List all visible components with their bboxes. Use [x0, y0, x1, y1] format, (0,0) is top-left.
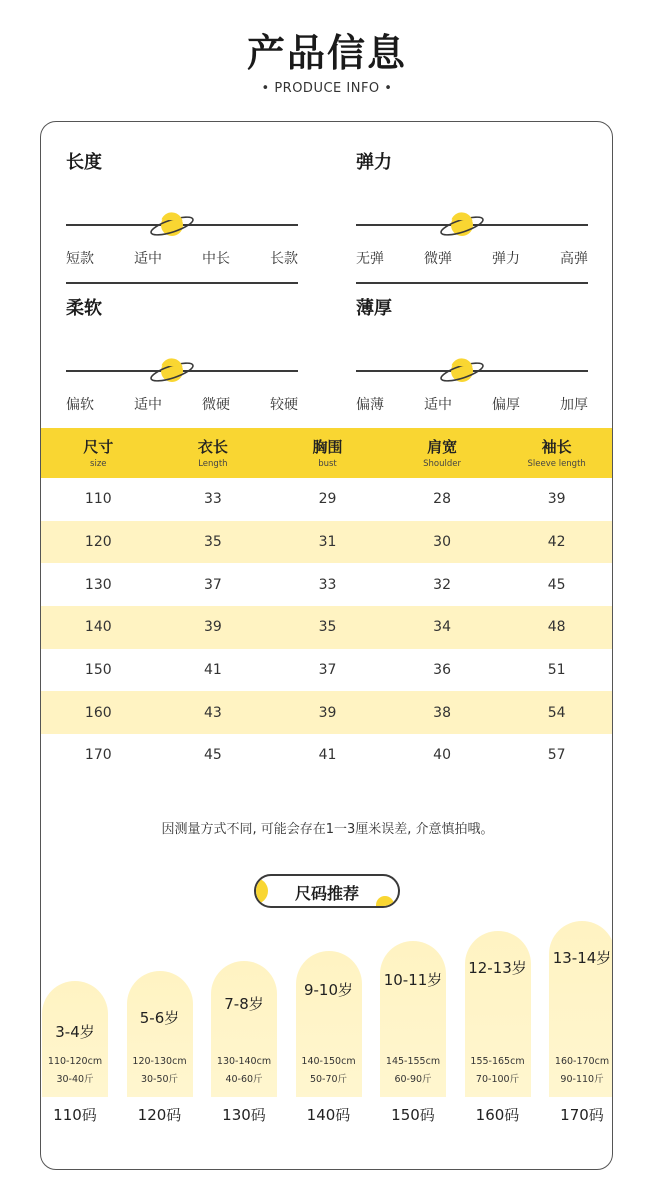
scale-option: 加厚: [560, 397, 588, 413]
column-header: [270, 428, 385, 478]
pillar-age: 12-13岁: [468, 959, 527, 977]
scale-option: 适中: [424, 397, 452, 413]
table-cell: 38: [433, 704, 451, 721]
size-pillar: [380, 941, 446, 1097]
size-recommend-badge: [254, 874, 400, 908]
pillar-age: 13-14岁: [552, 949, 612, 967]
column-header-zh: 胸围: [312, 438, 343, 456]
product-info-card: [40, 121, 613, 1170]
table-cell: 40: [433, 747, 451, 764]
scale-labels: [356, 248, 588, 268]
size-pillar: [127, 971, 193, 1097]
size-table-header: [41, 428, 613, 478]
table-row: [41, 649, 613, 692]
table-row: [41, 606, 613, 649]
table-cell: 54: [547, 704, 566, 721]
attribute-scale: [66, 148, 298, 268]
attribute-name: 弹力: [356, 152, 392, 173]
attribute-name: 柔软: [66, 298, 102, 319]
table-cell: 31: [318, 534, 337, 551]
measurement-note: 因测量方式不同, 可能会存在1一3厘米误差, 介意慎拍哦。: [161, 822, 494, 837]
planet-icon: [148, 356, 196, 386]
table-cell: 29: [318, 491, 337, 508]
page-title: 产品信息: [246, 31, 407, 75]
scale-option: 高弹: [560, 251, 588, 267]
attribute-scale: [356, 294, 588, 414]
planet-icon: [438, 210, 486, 240]
pillar-age: 5-6岁: [139, 1009, 180, 1027]
scale-labels: [66, 394, 298, 414]
pillar-age: 3-4岁: [55, 1023, 95, 1041]
table-cell: 48: [547, 619, 566, 636]
pillar-weight: 30-50斤: [140, 1074, 179, 1085]
pillar-height: 120-130cm: [132, 1056, 187, 1067]
table-cell: 130: [84, 576, 112, 593]
table-cell: 39: [203, 619, 222, 636]
size-code: 150码: [391, 1106, 435, 1124]
pillar-weight: 30-40斤: [56, 1074, 94, 1085]
scale-labels: [356, 394, 588, 414]
column-header-en: size: [90, 459, 107, 469]
scale-option: 偏厚: [492, 397, 520, 413]
table-cell: 36: [433, 662, 451, 679]
attribute-scale: [356, 148, 588, 268]
pillar-weight: 50-70斤: [309, 1074, 348, 1085]
size-recommend-title: 尺码推荐: [294, 884, 359, 903]
column-header-zh: 肩宽: [427, 438, 458, 456]
attribute-name: 薄厚: [356, 298, 392, 319]
table-cell: 45: [547, 576, 566, 593]
table-cell: 41: [203, 662, 222, 679]
planet-icon: [148, 210, 196, 240]
pillar-height: 155-165cm: [470, 1056, 525, 1067]
pillar-height: 130-140cm: [216, 1056, 272, 1067]
table-row: [41, 563, 613, 606]
size-code: 120码: [137, 1106, 182, 1124]
table-cell: 150: [84, 662, 112, 679]
table-cell: 34: [433, 619, 451, 636]
size-code: 160码: [475, 1106, 520, 1124]
scale-option: 适中: [134, 397, 162, 413]
scale-option: 长款: [270, 251, 298, 267]
column-header-en: Shoulder: [423, 459, 461, 469]
table-cell: 140: [84, 619, 112, 636]
scale-option: 微硬: [202, 397, 230, 413]
size-pillar: [211, 961, 277, 1097]
table-cell: 51: [547, 662, 566, 679]
column-header-en: bust: [318, 459, 337, 469]
page-subtitle: • PRODUCE INFO •: [261, 81, 393, 96]
size-pillar: [296, 951, 362, 1097]
table-cell: 39: [318, 704, 337, 721]
table-cell: 160: [84, 704, 112, 721]
table-cell: 35: [203, 534, 222, 551]
pillar-height: 145-155cm: [385, 1056, 441, 1067]
table-cell: 170: [84, 747, 112, 764]
size-code: 170码: [560, 1106, 604, 1124]
table-cell: 37: [318, 662, 337, 679]
table-cell: 32: [433, 576, 451, 593]
pillar-height: 160-170cm: [554, 1056, 610, 1067]
scale-option: 无弹: [356, 251, 384, 267]
table-cell: 30: [433, 534, 451, 551]
size-code: 110码: [53, 1106, 97, 1124]
column-header: [156, 428, 271, 478]
pillar-weight: 70-100斤: [475, 1074, 520, 1085]
column-header: [41, 428, 156, 478]
column-header-zh: 尺寸: [83, 438, 114, 456]
pillar-height: 110-120cm: [47, 1056, 103, 1067]
pillar-age: 7-8岁: [224, 995, 264, 1013]
scale-option: 偏薄: [356, 397, 384, 413]
attribute-name: 长度: [66, 152, 102, 173]
size-table: [41, 428, 613, 777]
table-cell: 37: [203, 576, 222, 593]
divider: [356, 282, 588, 284]
table-row: [41, 478, 613, 521]
column-header-zh: 衣长: [197, 438, 228, 456]
scale-option: 短款: [66, 251, 94, 267]
size-pillar: [549, 921, 613, 1097]
size-pillar: [42, 981, 108, 1097]
table-cell: 120: [84, 534, 112, 551]
pillar-age: 9-10岁: [303, 981, 354, 999]
column-header: [385, 428, 500, 478]
table-cell: 110: [84, 491, 112, 508]
table-cell: 57: [547, 747, 566, 764]
size-table-body: [41, 478, 613, 777]
divider: [66, 282, 298, 284]
scale-option: 中长: [202, 251, 230, 267]
scale-option: 弹力: [492, 251, 520, 267]
table-cell: 35: [318, 619, 337, 636]
table-row: [41, 691, 613, 734]
table-cell: 28: [433, 491, 451, 508]
size-code: 140码: [306, 1106, 351, 1124]
planet-icon: [438, 356, 486, 386]
table-row: [41, 521, 613, 564]
pillar-weight: 90-110斤: [560, 1074, 604, 1085]
size-pillar: [465, 931, 531, 1097]
table-cell: 33: [318, 576, 337, 593]
scale-option: 偏软: [66, 397, 94, 413]
table-cell: 39: [547, 491, 566, 508]
column-header-en: Sleeve length: [527, 459, 586, 469]
column-header-en: Length: [198, 459, 228, 469]
attribute-scale: [66, 294, 298, 414]
table-cell: 42: [547, 534, 566, 551]
scale-option: 较硬: [270, 397, 298, 413]
pillar-age: 10-11岁: [383, 971, 443, 989]
size-code: 130码: [222, 1106, 266, 1124]
table-cell: 41: [318, 747, 337, 764]
column-header: [499, 428, 613, 478]
scale-labels: [66, 248, 298, 268]
pillar-weight: 40-60斤: [225, 1074, 263, 1085]
table-cell: 43: [203, 704, 222, 721]
scale-option: 适中: [134, 251, 162, 267]
table-cell: 45: [203, 747, 222, 764]
pillar-weight: 60-90斤: [394, 1074, 432, 1085]
column-header-zh: 袖长: [541, 438, 572, 456]
table-row: [41, 734, 613, 777]
pillar-height: 140-150cm: [301, 1056, 356, 1067]
scale-option: 微弹: [424, 251, 452, 267]
table-cell: 33: [203, 491, 222, 508]
